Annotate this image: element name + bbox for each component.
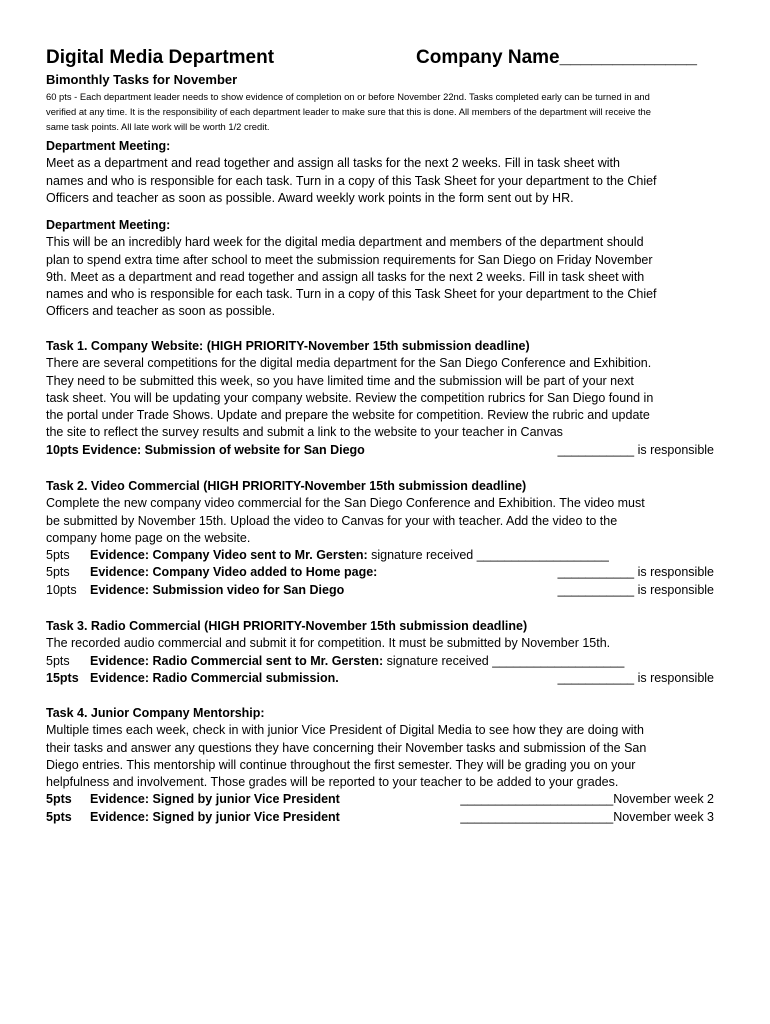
task-3-section bbox=[46, 618, 736, 687]
paragraph-line: The recorded audio commercial and submit it for competition. It must be submitted by November 15th. bbox=[46, 636, 611, 651]
paragraph-line: Officers and teacher as soon as possible. bbox=[46, 304, 276, 319]
paragraph-line: be submitted by November 15th. Upload the video to Canvas for your with teacher. Add the video to the bbox=[46, 513, 618, 528]
evidence-label: 10pts Evidence: Submission of website for San Diego bbox=[46, 442, 365, 457]
department-title: Digital Media Department bbox=[46, 47, 275, 68]
paragraph-line: helpfulness and involvement. Those grades will be reported to your teacher to be added to your grades. bbox=[46, 775, 619, 790]
meeting-1-section bbox=[46, 138, 736, 207]
signature-blank: ______________________November week 3 bbox=[460, 809, 714, 824]
evidence-label: Evidence: Company Video sent to Mr. Gersten: bbox=[90, 548, 368, 563]
intro-line: 60 pts - Each department leader needs to show evidence of completion on or before November 22nd. Tasks completed early can be turned in and bbox=[46, 91, 650, 102]
evidence-row bbox=[46, 564, 736, 581]
task-2-section bbox=[46, 478, 736, 599]
paragraph-line: the portal under Trade Shows. Update and prepare the website for competition. Review the rubric and update bbox=[46, 408, 650, 423]
paragraph-line: 9th. Meet as a department and read together and assign all tasks for the next 2 weeks. Fill in task sheet with bbox=[46, 269, 645, 284]
evidence-label: Evidence: Signed by junior Vice President bbox=[90, 809, 340, 824]
section-heading: Department Meeting: bbox=[46, 139, 171, 153]
evidence-points: 5pts bbox=[46, 548, 70, 563]
signature-blank: signature received ___________________ bbox=[367, 548, 609, 563]
task-4-section bbox=[46, 705, 736, 826]
evidence-row bbox=[46, 653, 736, 670]
intro-paragraph bbox=[46, 89, 718, 134]
evidence-row bbox=[46, 547, 736, 564]
evidence-row bbox=[46, 809, 736, 826]
subtitle: Bimonthly Tasks for November bbox=[46, 72, 238, 87]
company-name-field: Company Name_____________ bbox=[416, 47, 697, 68]
responsible-blank: ___________ is responsible bbox=[557, 565, 714, 580]
evidence-label: Evidence: Radio Commercial sent to Mr. Gersten: bbox=[90, 653, 384, 668]
section-heading: Task 2. Video Commercial (HIGH PRIORITY-November 15th submission deadline) bbox=[46, 479, 527, 493]
paragraph-line: plan to spend extra time after school to meet the submission requirements for San Diego on Friday November bbox=[46, 252, 653, 267]
section-heading: Task 1. Company Website: (HIGH PRIORITY-November 15th submission deadline) bbox=[46, 339, 530, 353]
section-heading: Task 4. Junior Company Mentorship: bbox=[46, 706, 265, 720]
paragraph-line: company home page on the website. bbox=[46, 530, 251, 545]
paragraph-line: task sheet. You will be updating your company website. Review the competition rubrics for San Diego found in bbox=[46, 390, 654, 405]
evidence-label: Evidence: Company Video added to Home page: bbox=[90, 565, 378, 580]
evidence-points: 5pts bbox=[46, 792, 72, 807]
meeting-2-section bbox=[46, 217, 736, 321]
signature-blank: ______________________November week 2 bbox=[460, 792, 714, 807]
evidence-label: Evidence: Submission video for San Diego bbox=[90, 582, 345, 597]
evidence-points: 5pts bbox=[46, 809, 72, 824]
evidence-points: 5pts bbox=[46, 653, 70, 668]
paragraph-line: their tasks and answer any questions they have concerning their November tasks and submission of the San bbox=[46, 740, 647, 755]
task-1-section bbox=[46, 338, 736, 459]
paragraph-line: Multiple times each week, check in with junior Vice President of Digital Media to see how they are doing with bbox=[46, 723, 644, 738]
evidence-points: 15pts bbox=[46, 670, 79, 685]
section-heading: Task 3. Radio Commercial (HIGH PRIORITY-November 15th submission deadline) bbox=[46, 619, 528, 633]
responsible-blank: ___________ is responsible bbox=[557, 582, 714, 597]
responsible-blank: ___________ is responsible bbox=[557, 442, 714, 457]
paragraph-line: This will be an incredibly hard week for the digital media department and members of the department should bbox=[46, 235, 644, 250]
evidence-label: Evidence: Signed by junior Vice President bbox=[90, 792, 340, 807]
paragraph-line: Diego entries. This mentorship will continue throughout the first semester. They will be grading you on your bbox=[46, 757, 636, 772]
paragraph-line: names and who is responsible for each task. Turn in a copy of this Task Sheet for your department to the Chief bbox=[46, 173, 657, 188]
paragraph-line: Meet as a department and read together and assign all tasks for the next 2 weeks. Fill in task sheet with bbox=[46, 156, 620, 171]
paragraph-line: Complete the new company video commercial for the San Diego Conference and Exhibition. The video must bbox=[46, 496, 645, 511]
paragraph-line: the site to reflect the survey results and submit a link to the website to your teacher in Canvas bbox=[46, 425, 563, 440]
paragraph-line: They need to be submitted this week, so you have limited time and the submission will be part of your next bbox=[46, 373, 634, 388]
evidence-points: 10pts bbox=[46, 582, 77, 597]
evidence-row bbox=[46, 442, 736, 459]
section-heading: Department Meeting: bbox=[46, 218, 171, 232]
evidence-row bbox=[46, 670, 736, 687]
paragraph-line: Officers and teacher as soon as possible. Award weekly work points in the form sent out by HR. bbox=[46, 190, 574, 205]
signature-blank: signature received ___________________ bbox=[383, 653, 625, 668]
evidence-points: 5pts bbox=[46, 565, 70, 580]
evidence-row bbox=[46, 791, 736, 808]
evidence-row bbox=[46, 582, 736, 599]
intro-line: same task points. All late work will be worth 1/2 credit. bbox=[46, 121, 270, 132]
intro-line: verified at any time. It is the responsibility of each department leader to make sure that this is done. All members of the department will receive the bbox=[46, 106, 651, 117]
evidence-label: Evidence: Radio Commercial submission. bbox=[90, 670, 339, 685]
paragraph-line: names and who is responsible for each task. Turn in a copy of this Task Sheet for your department to the Chief bbox=[46, 287, 657, 302]
header bbox=[46, 47, 726, 73]
responsible-blank: ___________ is responsible bbox=[557, 670, 714, 685]
paragraph-line: There are several competitions for the digital media department for the San Diego Conference and Exhibition. bbox=[46, 356, 652, 371]
